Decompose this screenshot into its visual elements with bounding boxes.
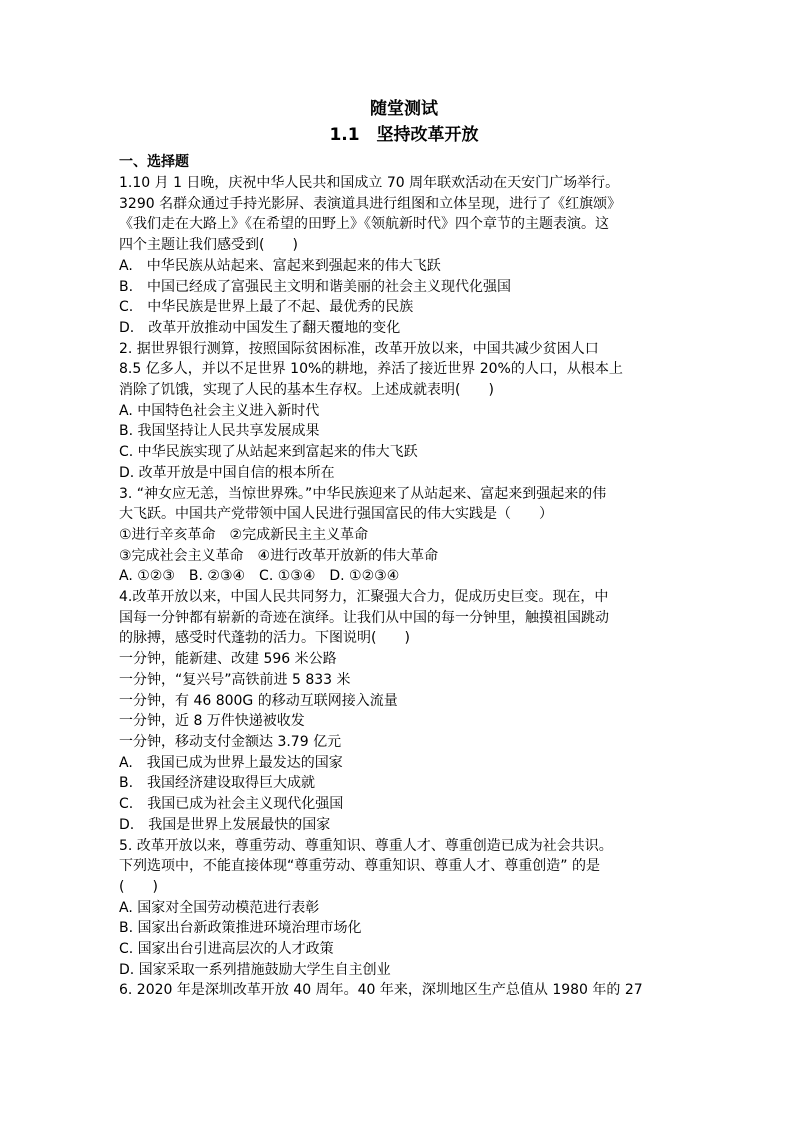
text-line: C. 国家出台引进高层次的人才政策	[119, 941, 334, 958]
text-line: A. 中国特色社会主义进入新时代	[119, 402, 320, 419]
document-page	[119, 96, 689, 1001]
text-line: 一分钟，近 8 万件快递被收发	[119, 713, 305, 730]
text-line: 一分钟，有 46 800G 的移动互联网接入流量	[119, 692, 398, 709]
text-line: D. 改革开放是中国自信的根本所在	[119, 464, 335, 481]
text-line: ③完成社会主义革命 ④进行改革开放新的伟大革命	[119, 547, 439, 564]
text-line: 四个主题让我们感受到( )	[119, 237, 298, 254]
text-line: A. 中华民族从站起来、富起来到强起来的伟大飞跃	[119, 257, 441, 274]
text-line: B. 我国经济建设取得巨大成就	[119, 775, 316, 792]
text-line: A. 我国已成为世界上最发达的国家	[119, 754, 343, 771]
text-line: 5. 改革开放以来，尊重劳动、尊重知识、尊重人才、尊重创造已成为社会共识。	[119, 837, 613, 854]
text-line: C. 中华民族实现了从站起来到富起来的伟大飞跃	[119, 444, 418, 461]
text-line: 1.10 月 1 日晚，庆祝中华人民共和国成立 70 周年联欢活动在天安门广场举行。	[119, 175, 620, 191]
text-line: 6. 2020 年是深圳改革开放 40 周年。40 年来，深圳地区生产总值从 1980 年的 27	[119, 982, 643, 999]
question-body	[119, 173, 689, 1001]
text-line: 8.5 亿多人，并以不足世界 10%的耕地，养活了接近世界 20%的人口，从根本上	[119, 361, 623, 378]
text-line: 一分钟，“复兴号”高铁前进 5 833 米	[119, 671, 351, 688]
text-line: A. 国家对全国劳动模范进行表彰	[119, 899, 320, 916]
text-line: 的脉搏，感受时代蓬勃的活力。下图说明( )	[119, 630, 410, 647]
text-line: D. 改革开放推动中国发生了翻天覆地的变化	[119, 319, 401, 336]
text-line: A. ①②③ B. ②③④ C. ①③④ D. ①②③④	[119, 568, 400, 585]
text-line: B. 我国坚持让人民共享发展成果	[119, 423, 320, 440]
text-line: 消除了饥饿，实现了人民的基本生存权。上述成就表明( )	[119, 382, 494, 399]
section-heading: 一、选择题	[119, 154, 189, 170]
text-line: 3. “神女应无恙，当惊世界殊。”中华民族迎来了从站起来、富起来到强起来的伟	[119, 485, 607, 502]
text-line: B. 国家出台新政策推进环境治理市场化	[119, 920, 362, 937]
text-line: 大飞跃。中国共产党带领中国人民进行强国富民的伟大实践是（ ）	[119, 506, 553, 523]
text-line: ( )	[119, 878, 158, 895]
text-line: 4.改革开放以来，中国人民共同努力，汇聚强大合力，促成历史巨变。现在，中	[119, 589, 609, 606]
text-line: 一分钟，移动支付金额达 3.79 亿元	[119, 733, 342, 750]
page-title: 随堂测试	[370, 99, 438, 119]
text-line: 一分钟，能新建、改建 596 米公路	[119, 651, 337, 668]
text-line: D. 国家采取一系列措施鼓励大学生自主创业	[119, 961, 391, 978]
text-line: C. 中华民族是世界上最了不起、最优秀的民族	[119, 299, 414, 316]
text-line: D. 我国是世界上发展最快的国家	[119, 816, 331, 833]
text-line: 国每一分钟都有崭新的奇迹在演绎。让我们从中国的每一分钟里，触摸祖国跳动	[119, 609, 609, 626]
text-line: 《我们走在大路上》《在希望的田野上》《领航新时代》四个章节的主题表演。这	[119, 216, 609, 233]
text-line: 下列选项中，不能直接体现“尊重劳动、尊重知识、尊重人才、尊重创造” 的是	[119, 858, 600, 875]
text-line: 3290 名群众通过手持光影屏、表演道具进行组图和立体呈现，进行了《红旗颂》	[119, 195, 622, 212]
text-line: B. 中国已经成了富强民主文明和谐美丽的社会主义现代化强国	[119, 278, 512, 295]
text-line: 2. 据世界银行测算，按照国际贫困标准，改革开放以来，中国共减少贫困人口	[119, 340, 599, 357]
text-line: ①进行辛亥革命 ②完成新民主主义革命	[119, 526, 369, 543]
page-subtitle: 1.1 坚持改革开放	[329, 125, 479, 145]
text-line: C. 我国已成为社会主义现代化强国	[119, 796, 344, 813]
